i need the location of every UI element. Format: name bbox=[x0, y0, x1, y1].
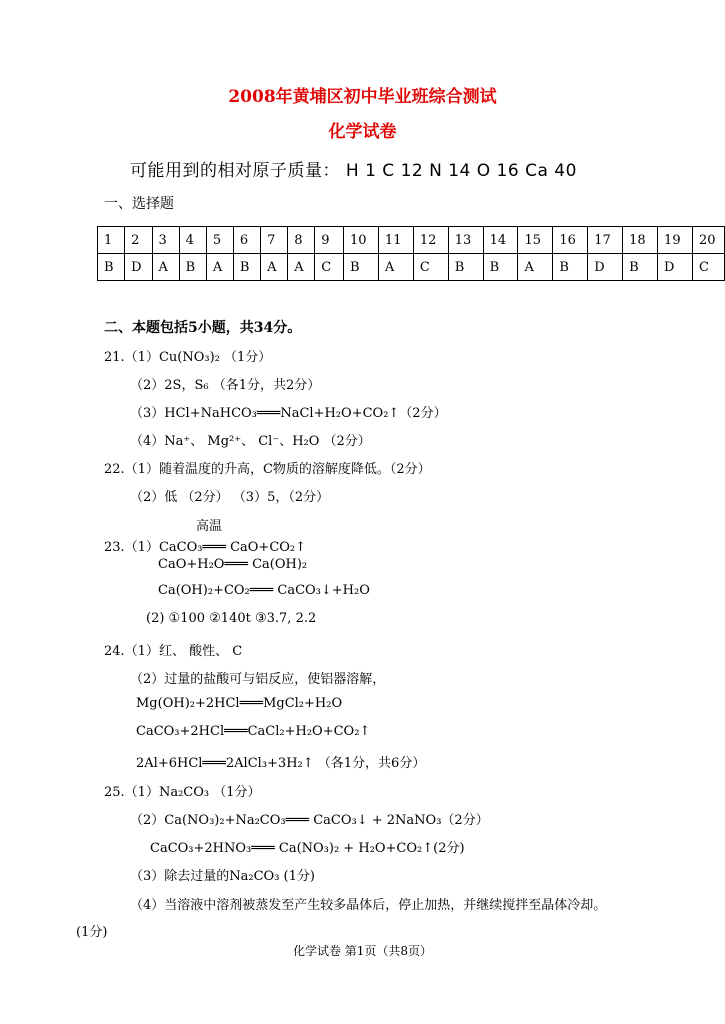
answer-cell: A bbox=[261, 254, 288, 281]
question-number-cell: 6 bbox=[233, 227, 260, 254]
page-footer: 化学试卷 第1页（共8页） bbox=[292, 944, 433, 958]
question-number-cell: 4 bbox=[179, 227, 206, 254]
question-number-cell: 19 bbox=[658, 227, 693, 254]
answer-line: 22.（1）随着温度的升高，C物质的溶解度降低。（2分） bbox=[104, 462, 431, 477]
answer-line: 21.（1）Cu(NO₃)₂ （1分） bbox=[104, 350, 272, 365]
page-title: 2008年黄埔区初中毕业班综合测试 bbox=[228, 87, 497, 107]
answer-line: （3）除去过量的Na₂CO₃ (1分) bbox=[130, 869, 315, 884]
question-number-cell: 11 bbox=[378, 227, 413, 254]
answer-cell: A bbox=[518, 254, 553, 281]
answer-cell: B bbox=[344, 254, 379, 281]
question-number-cell: 10 bbox=[344, 227, 379, 254]
question-number-row bbox=[98, 227, 725, 254]
answer-cell: D bbox=[588, 254, 623, 281]
question-number-cell: 9 bbox=[315, 227, 344, 254]
answer-line: （4）当溶液中溶剂被蒸发至产生较多晶体后，停止加热，并继续搅拌至晶体冷却。 bbox=[130, 898, 607, 913]
answer-line: CaO+H₂O═══ Ca(OH)₂ bbox=[158, 557, 308, 572]
question-number-cell: 18 bbox=[623, 227, 658, 254]
answer-cell: B bbox=[98, 254, 125, 281]
page-subtitle: 化学试卷 bbox=[328, 122, 397, 142]
question-number-cell: 5 bbox=[206, 227, 233, 254]
answer-line: （3）HCl+NaHCO₃═══NaCl+H₂O+CO₂↑（2分） bbox=[130, 406, 447, 421]
answer-cell: A bbox=[378, 254, 413, 281]
answer-cell: D bbox=[658, 254, 693, 281]
answer-line: （2）Ca(NO₃)₂+Na₂CO₃═══ CaCO₃↓ + 2NaNO₃（2分） bbox=[130, 813, 489, 828]
answer-line: （2）过量的盐酸可与铝反应，使铝器溶解， bbox=[130, 672, 386, 687]
answer-line: (2) ①100 ②140t ③3.7, 2.2 bbox=[146, 611, 317, 626]
question-number-cell: 3 bbox=[152, 227, 179, 254]
section-1-heading: 一、选择题 bbox=[104, 196, 174, 212]
answer-line: （2）低 （2分） （3）5，（2分） bbox=[130, 490, 330, 505]
answer-cell: B bbox=[483, 254, 518, 281]
answer-line: CaCO₃+2HNO₃═══ Ca(NO₃)₂ + H₂O+CO₂↑(2分) bbox=[150, 841, 465, 856]
answer-line: 2Al+6HCl═══2AlCl₃+3H₂↑ （各1分，共6分） bbox=[136, 756, 426, 771]
question-number-cell: 17 bbox=[588, 227, 623, 254]
answer-cell: A bbox=[152, 254, 179, 281]
answer-cell: C bbox=[692, 254, 724, 281]
answer-cell: B bbox=[233, 254, 260, 281]
answer-line: (1分) bbox=[76, 925, 108, 940]
answer-line: Ca(OH)₂+CO₂═══ CaCO₃↓+H₂O bbox=[158, 583, 370, 598]
answer-cell: A bbox=[288, 254, 315, 281]
section-2-heading: 二、本题包括5小题，共34分。 bbox=[104, 320, 302, 336]
question-number-cell: 12 bbox=[413, 227, 448, 254]
question-number-cell: 16 bbox=[553, 227, 588, 254]
question-number-cell: 15 bbox=[518, 227, 553, 254]
answer-cell: B bbox=[179, 254, 206, 281]
question-number-cell: 1 bbox=[98, 227, 125, 254]
answer-line: （2）2S，S₆ （各1分，共2分） bbox=[130, 378, 321, 393]
answer-row bbox=[98, 254, 725, 281]
answer-line: 25.（1）Na₂CO₃ （1分） bbox=[104, 785, 261, 800]
question-number-cell: 7 bbox=[261, 227, 288, 254]
answer-cell: C bbox=[413, 254, 448, 281]
answer-line: Mg(OH)₂+2HCl═══MgCl₂+H₂O bbox=[136, 696, 343, 711]
question-number-cell: 14 bbox=[483, 227, 518, 254]
question-number-cell: 20 bbox=[692, 227, 724, 254]
answer-cell: B bbox=[553, 254, 588, 281]
answer-cell: B bbox=[623, 254, 658, 281]
answer-cell: A bbox=[206, 254, 233, 281]
atomic-mass-line: 可能用到的相对原子质量： H 1 C 12 N 14 O 16 Ca 40 bbox=[130, 161, 577, 181]
answer-cell: B bbox=[448, 254, 483, 281]
answer-line: CaCO₃+2HCl═══CaCl₂+H₂O+CO₂↑ bbox=[136, 724, 371, 739]
answer-table bbox=[97, 226, 725, 281]
answer-line: （4）Na⁺、 Mg²⁺、 Cl⁻、H₂O （2分） bbox=[130, 434, 371, 449]
reaction-condition-label: 高温 bbox=[196, 519, 223, 534]
question-number-cell: 2 bbox=[125, 227, 152, 254]
answer-line: 24.（1）红、 酸性、 C bbox=[104, 644, 243, 659]
question-number-cell: 13 bbox=[448, 227, 483, 254]
question-number-cell: 8 bbox=[288, 227, 315, 254]
answer-cell: C bbox=[315, 254, 344, 281]
answer-cell: D bbox=[125, 254, 152, 281]
answer-line: 23.（1）CaCO₃═══ CaO+CO₂↑ bbox=[104, 540, 307, 555]
